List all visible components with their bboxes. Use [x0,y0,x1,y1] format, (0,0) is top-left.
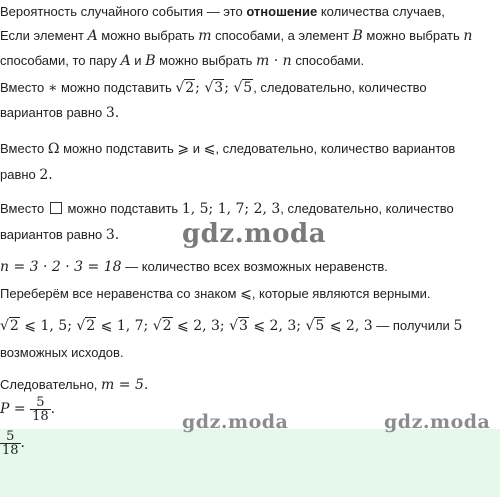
text: , которые являются верными. [251,286,431,301]
text: можно выбрать [97,28,199,43]
radicand: 3 [239,318,248,334]
math-expr: n = 3 · 2 · 3 = 18 [0,259,122,275]
line-omega-substitution [0,141,455,157]
line-definition [0,4,445,20]
text: , следовательно, количество [253,80,427,95]
line-rule-2 [0,53,364,69]
numerator: 5 [36,395,45,410]
text: можно выбрать [155,53,257,68]
line-probability [0,396,55,423]
text: количества случаев, [317,4,445,19]
watermark-bottom-right: gdz.moda [384,411,491,433]
leq-symbol: ⩽ [203,141,216,157]
text: , следовательно, количество [280,201,454,216]
math-var: B [145,53,156,69]
text: Если элемент [0,28,88,43]
text: Вместо [0,201,48,216]
watermark-bottom-left: gdz.moda [182,411,289,433]
text: можно подставить [57,80,176,95]
math-text: . [20,434,25,451]
omega-symbol: Ω [47,141,60,157]
text: Вместо [0,80,48,95]
text: — получили [372,318,454,333]
math-number: 3. [105,105,120,121]
line-answer [0,430,25,457]
math-text: ⩽ 2, 3; [248,318,306,334]
math-values: 1, 5; 1, 7; 2, 3 [181,201,281,217]
math-text: . [50,400,56,417]
math-text: ⩽ 2, 3; [172,318,230,334]
radicand: 3 [214,80,224,96]
line-square-substitution [0,201,454,217]
star-symbol: ∗ [47,80,58,96]
answer-fraction [0,430,21,457]
math-expr: m · n [256,53,292,69]
math-number: 5 [453,318,463,334]
answer-highlight-band [0,429,500,497]
math-var: n [463,28,473,44]
text: равно [0,167,40,182]
radicand: 2 [162,318,172,334]
text: Переберём все неравенства со знаком [0,286,241,301]
text: возможных исходов. [0,345,124,360]
line-conclusion [0,377,148,393]
math-text: ⩽ 1, 7; [96,318,153,334]
line-true-inequalities [0,318,462,334]
math-var: A [120,53,131,69]
text: вариантов равно [0,105,106,120]
math-number: 2. [39,167,53,183]
geq-symbol: ⩾ [177,141,190,157]
line-square-count [0,227,119,243]
line-enumerate [0,286,431,302]
text: можно выбрать [362,28,464,43]
math-number: 3. [105,227,120,243]
radicand: 5 [315,318,325,334]
denominator: 18 [2,443,19,458]
math-text: ⩽ 1, 5; [19,318,77,334]
bold-term: отношение [246,4,318,19]
leq-symbol: ⩽ [240,286,252,302]
text: Следовательно, [0,377,102,392]
math-expr: P = [0,400,31,417]
line-star-count [0,105,119,121]
text: способами, то пару [0,53,121,68]
text: можно подставить [59,141,178,156]
watermark-center: gdz.moda [182,219,327,249]
math-var: B [352,28,363,44]
text: и [189,141,204,156]
sqrt-expr: √2; √3; √5 [175,80,253,96]
text: и [130,53,146,68]
math-var: m [198,28,212,44]
denominator: 18 [32,409,49,424]
text: Вероятность случайного события — это [0,4,247,19]
line-star-substitution [0,80,427,96]
text: можно подставить [63,201,182,216]
numerator: 5 [6,429,15,444]
radicand: 2 [185,80,195,96]
math-var: A [87,28,98,44]
line-rule-1 [0,28,472,44]
line-omega-count [0,167,53,183]
radicand: 2 [9,318,19,334]
fraction [30,396,51,423]
line-outcomes [0,345,124,361]
radicand: 5 [243,80,253,96]
square-symbol-icon [50,202,62,214]
text: , следовательно, количество вариантов [215,141,456,156]
text: способами, а элемент [211,28,353,43]
radicand: 2 [86,318,96,334]
inequality-list: √2 ⩽ 1, 5; √2 ⩽ 1, 7; √2 ⩽ 2, 3; √3 ⩽ 2, 3; √5 ⩽ 2, 3 [0,318,373,334]
math-expr: m = 5. [101,377,149,393]
line-total-count [0,259,388,275]
math-text: ⩽ 2, 3 [325,318,373,334]
text: способами. [291,53,365,68]
text: Вместо [0,141,48,156]
text: вариантов равно [0,227,106,242]
text: — количество всех возможных неравенств. [121,259,388,274]
